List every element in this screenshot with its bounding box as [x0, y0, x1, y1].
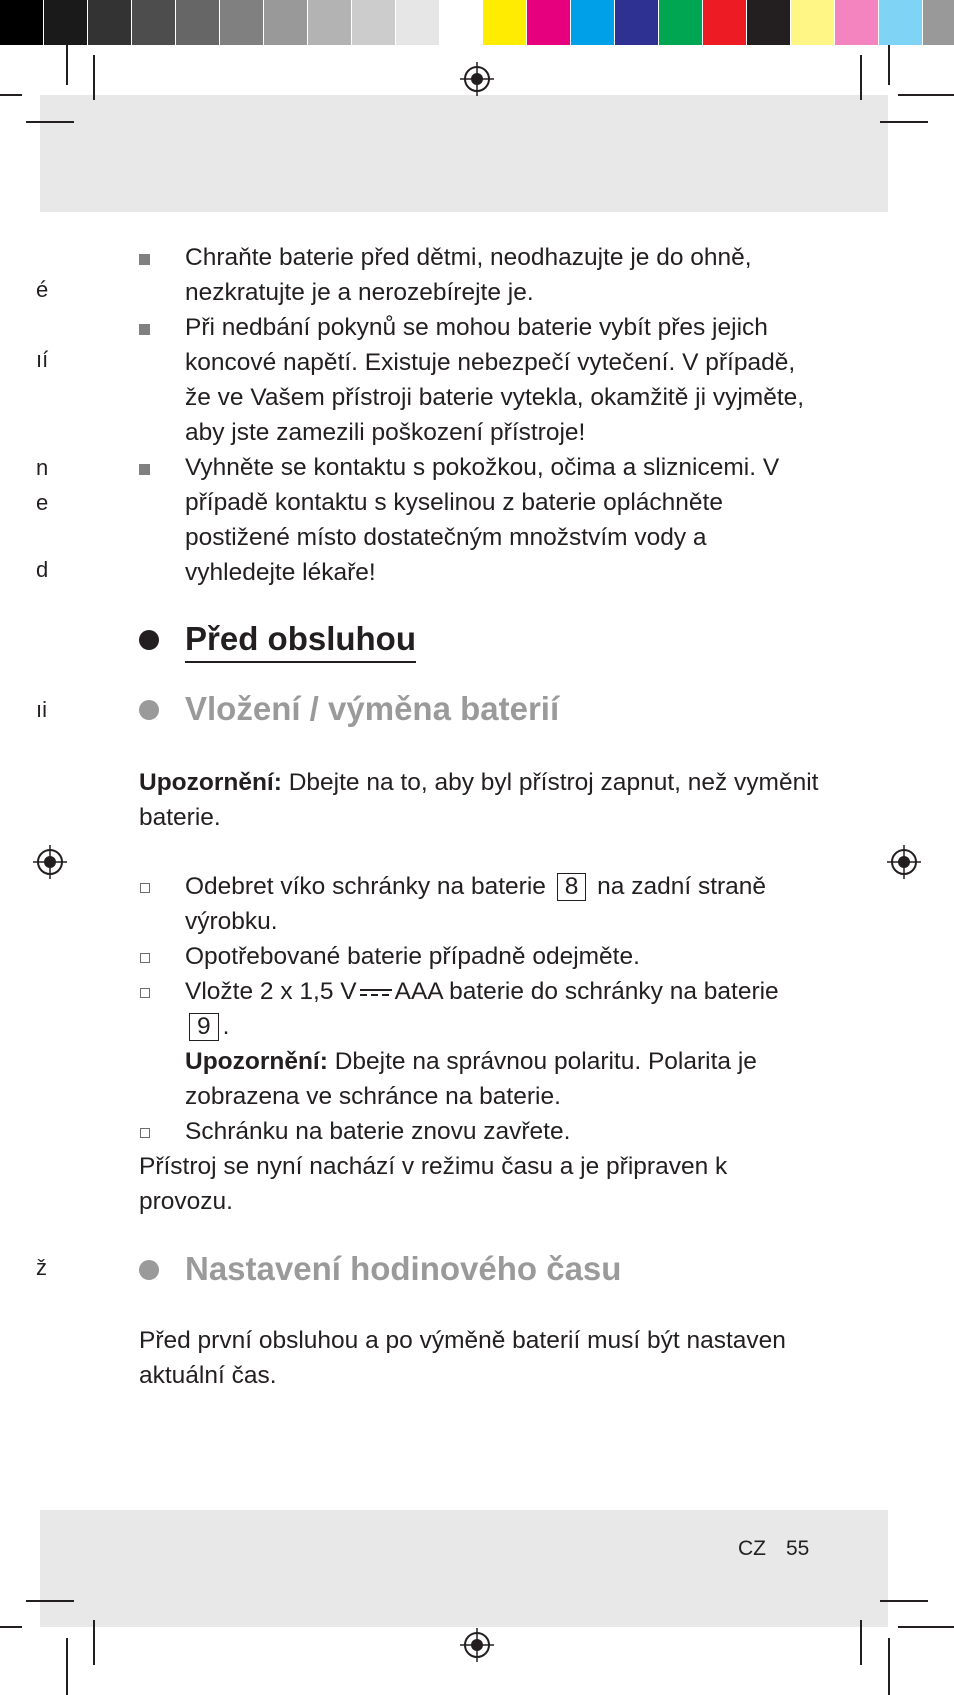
bullet-text: Chraňte baterie před dětmi, neodhazujte je do ohně, nezkratujte je a nerozebírejte je. [185, 244, 752, 306]
battery-steps [139, 869, 819, 1149]
color-swatch [132, 0, 176, 45]
color-swatch [308, 0, 352, 45]
bullet-dot-icon [139, 1260, 159, 1280]
edge-fragment: ıí [36, 347, 49, 372]
bullet-dot-icon [139, 700, 159, 720]
subsection-title: Vložení / výměna baterií [185, 690, 560, 727]
color-swatch [396, 0, 440, 45]
checkbox-bullet-icon [140, 1128, 150, 1138]
reference-number-box: 8 [557, 873, 587, 901]
crop-mark [888, 1638, 890, 1695]
note-text: Dbejte na správnou polaritu. Polarita je zobrazena ve schránce na baterie. [185, 1048, 757, 1110]
color-swatch [44, 0, 88, 45]
color-swatch [659, 0, 703, 45]
bullet-text: Vyhněte se kontaktu s pokožkou, očima a sliznicemi. V případě kontaktu s kyselinou z baterie opláchněte postižené místo dostatečným množstvím vody a vyhledejte lékaře! [185, 454, 780, 586]
crop-mark [888, 45, 890, 85]
color-swatch [703, 0, 747, 45]
color-swatch [176, 0, 220, 45]
crop-mark [860, 1620, 862, 1665]
battery-note [139, 765, 819, 835]
note-label: Upozornění: [139, 769, 282, 796]
crop-mark [66, 1638, 68, 1695]
square-bullet-icon [139, 324, 150, 335]
registration-mark-icon [887, 845, 921, 879]
crop-mark [66, 45, 68, 85]
edge-fragment: é [36, 277, 49, 302]
footer-band [40, 1510, 888, 1627]
crop-mark [26, 1600, 74, 1602]
step-text: . [222, 1013, 230, 1040]
edge-fragment: n [36, 455, 49, 480]
language-code: CZ [738, 1537, 766, 1560]
crop-mark [880, 121, 928, 123]
crop-mark [26, 121, 74, 123]
list-item [139, 869, 819, 939]
step-text: na zadní straně výrobku. [185, 873, 767, 935]
color-swatch [791, 0, 835, 45]
edge-fragment: ıi [36, 697, 47, 722]
color-swatch [879, 0, 923, 45]
edge-fragment: ž [36, 1255, 47, 1280]
registration-mark-icon [460, 1628, 494, 1662]
edge-fragment: e [36, 490, 49, 515]
page-number: 55 [786, 1537, 810, 1560]
dc-symbol-icon [360, 988, 392, 998]
page-footer [738, 1537, 809, 1561]
registration-mark-icon [33, 845, 67, 879]
bullet-dot-icon [139, 630, 159, 650]
list-item [139, 240, 819, 310]
step-text: Schránku na baterie znovu zavřete. [185, 1118, 571, 1145]
paragraph-text: Před první obsluhou a po výměně baterií musí být nastaven aktuální čas. [139, 1327, 786, 1389]
section-heading [139, 619, 416, 663]
note-label: Upozornění: [185, 1048, 328, 1075]
color-swatch [352, 0, 396, 45]
crop-mark [0, 1626, 22, 1628]
closing-paragraph [139, 1149, 819, 1219]
color-swatch [835, 0, 879, 45]
process-color-bar [483, 0, 954, 45]
color-swatch [483, 0, 527, 45]
color-swatch [440, 0, 484, 45]
color-swatch [220, 0, 264, 45]
color-swatch [88, 0, 132, 45]
crop-mark [93, 55, 95, 100]
square-bullet-icon [139, 254, 150, 265]
reference-number-box: 9 [189, 1013, 219, 1041]
step-text: Opotřebované baterie případně odejměte. [185, 943, 640, 970]
list-item [139, 939, 819, 974]
grayscale-color-bar [0, 0, 484, 45]
step-text: Vložte 2 x 1,5 V [185, 978, 357, 1005]
color-swatch [571, 0, 615, 45]
subsection-title: Nastavení hodinového času [185, 1250, 622, 1287]
step-text: AAA baterie do schránky na baterie [394, 978, 779, 1005]
crop-mark [0, 94, 22, 96]
color-swatch [923, 0, 954, 45]
checkbox-bullet-icon [140, 988, 150, 998]
color-swatch [264, 0, 308, 45]
checkbox-bullet-icon [140, 953, 150, 963]
list-item [139, 450, 819, 590]
edge-fragment: d [36, 557, 49, 582]
section-title: Před obsluhou [185, 619, 416, 663]
list-item [139, 1114, 819, 1149]
note-text: Dbejte na to, aby byl přístroj zapnut, než vyměnit baterie. [139, 769, 819, 831]
crop-mark [860, 55, 862, 100]
crop-mark [898, 1626, 954, 1628]
step-text: Odebret víko schránky na baterie [185, 873, 546, 900]
list-item [139, 974, 819, 1114]
bullet-text: Při nedbání pokynů se mohou baterie vybít přes jejich koncové napětí. Existuje nebezpečí vytečení. V případě, že ve Vašem přístroji baterie vytekla, okamžitě ji vyjměte, aby jste zamezili poškození přístroje! [185, 314, 805, 446]
crop-mark [898, 94, 954, 96]
list-item [139, 310, 819, 450]
square-bullet-icon [139, 464, 150, 475]
color-swatch [0, 0, 44, 45]
paragraph-text: Přístroj se nyní nachází v režimu času a je připraven k provozu. [139, 1153, 728, 1215]
checkbox-bullet-icon [140, 883, 150, 893]
color-swatch [747, 0, 791, 45]
subsection-heading-batteries [139, 689, 559, 729]
time-paragraph [139, 1323, 819, 1393]
crop-mark [880, 1600, 928, 1602]
header-band [40, 95, 888, 212]
registration-mark-icon [460, 62, 494, 96]
color-swatch [527, 0, 571, 45]
subsection-heading-time [139, 1249, 621, 1289]
safety-bullet-list [139, 240, 819, 590]
crop-mark [93, 1620, 95, 1665]
color-swatch [615, 0, 659, 45]
